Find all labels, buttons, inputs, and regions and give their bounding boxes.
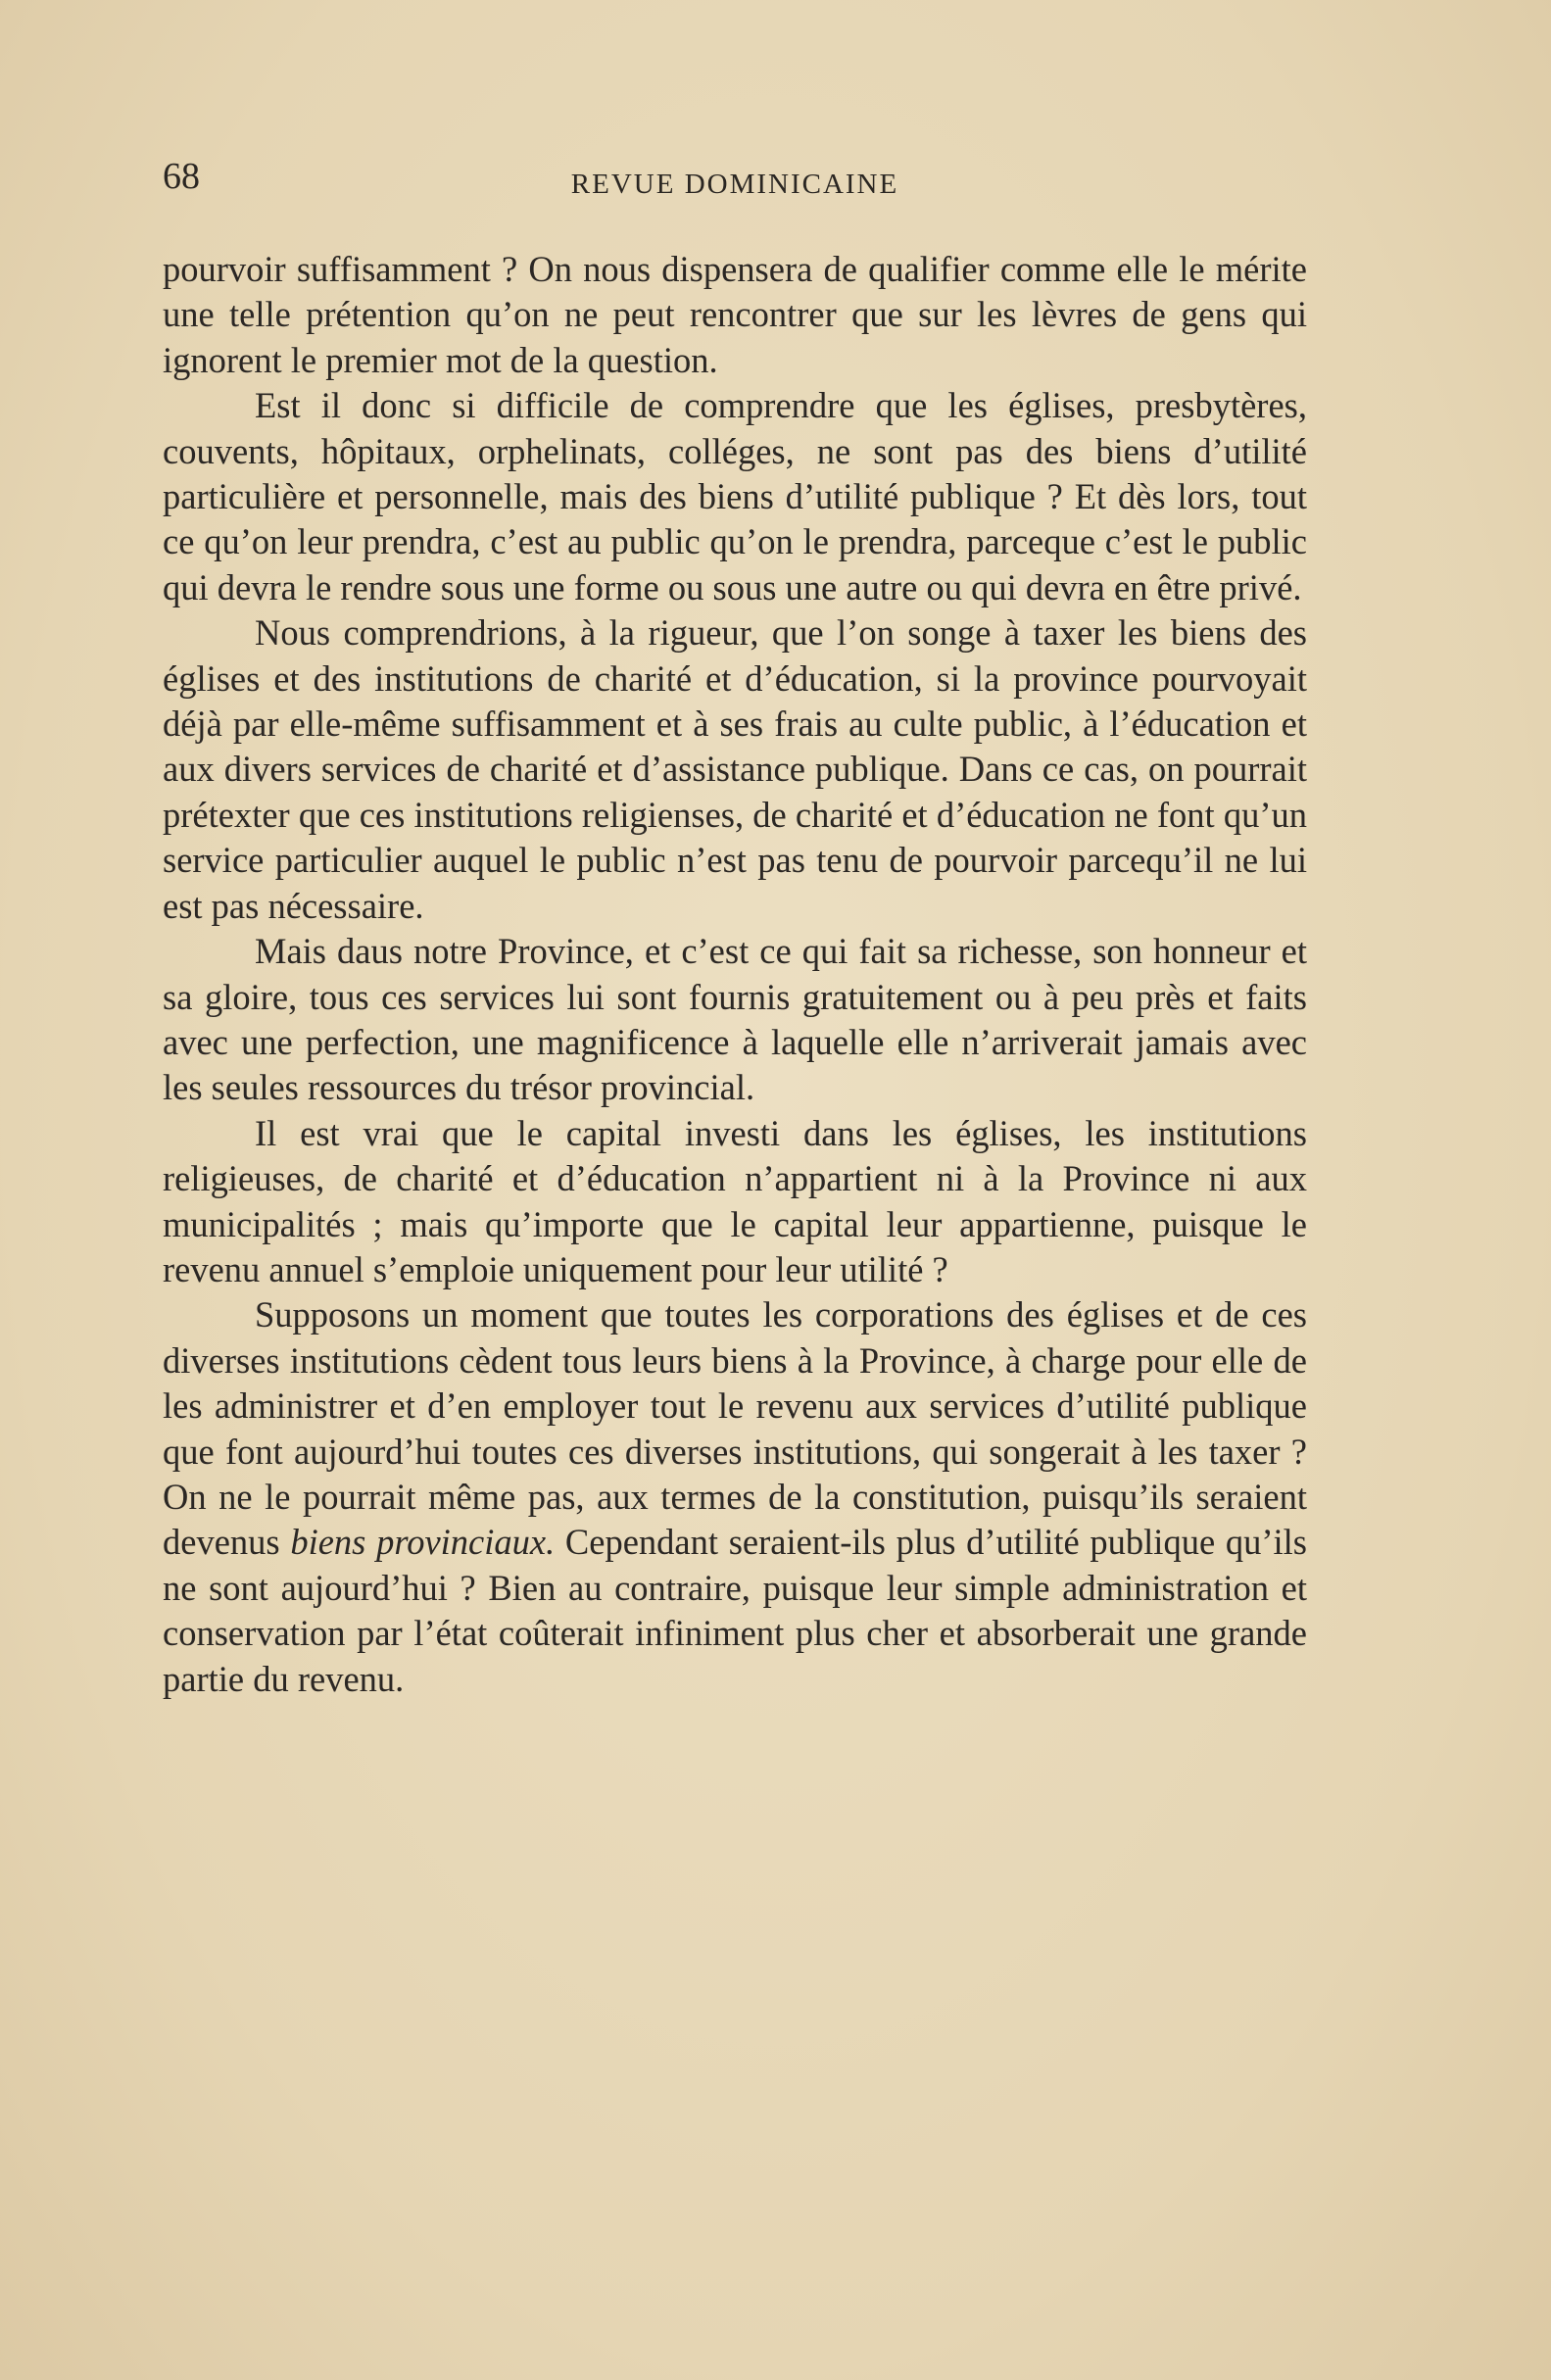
- page-number: 68: [163, 156, 200, 197]
- paragraph-6-part-1: Supposons un moment que toutes les corporations des églises et de ces diverses institutions cèdent tous leurs biens à la Province, à charge pour elle de les administrer et d’en employer tout le revenu aux services d’utilité publique que font aujourd’hui toutes ces diverses institutions, qui songerait à les taxer ? On ne le pourrait même pas, aux termes de la constitution, puisqu’ils seraient devenus: [163, 1294, 1307, 1563]
- paragraph-6-part-2: Cependant seraient-ils plus d’utilité publique qu’ils ne sont aujourd’hui ? Bien au contraire, puisque leur simple administration et conservation par l’état coûterait infiniment plus cher et absorberait une grande partie du revenu.: [163, 1522, 1308, 1699]
- running-head: REVUE DOMINICAINE: [570, 169, 899, 200]
- paragraph-1: pourvoir suffisamment ? On nous dispensera de qualifier comme elle le mérite une telle prétention qu’on ne peut rencontrer que sur les lèvres de gens qui ignorent le premier mot de la question.: [163, 249, 1307, 380]
- paragraph-6: [163, 1292, 1307, 1702]
- paragraph-2: Est il donc si difficile de comprendre que les églises, presbytères, couvents, hôpitaux, orphelinats, colléges, ne sont pas des biens d’utilité particulière et personnelle, mais des biens d’utilité publique ? Et dès lors, tout ce qu’on leur prendra, c’est au public qu’on le prendra, parceque c’est le public qui devra le rendre sous une forme ou sous une autre ou qui devra en être privé.: [163, 385, 1307, 607]
- paragraph-3: Nous comprendrions, à la rigueur, que l’on songe à taxer les biens des églises et des institutions de charité et d’éducation, si la province pourvoyait déjà par elle-même suffisamment et à ses frais au culte public, à l’éducation et aux divers services de charité et d’assistance publique. Dans ce cas, on pourrait prétexter que ces institutions religienses, de charité et d’éducation ne font qu’un service particulier auquel le public n’est pas tenu de pourvoir parcequ’il ne lui est pas nécessaire.: [163, 612, 1307, 926]
- paragraph-5: Il est vrai que le capital investi dans les églises, les institutions religieuses, de charité et d’éducation n’appartient ni à la Province ni aux municipalités ; mais qu’importe que le capital leur appartienne, puisque le revenu annuel s’emploie uniquement pour leur utilité ?: [163, 1112, 1307, 1289]
- page-header: [163, 155, 1307, 214]
- paragraph-4: Mais daus notre Province, et c’est ce qui fait sa richesse, son honneur et sa gloire, tous ces services lui sont fournis gratuitement ou à peu près et faits avec une perfection, une magnificence à laquelle elle n’arriverait jamais avec les seules ressources du trésor provincial.: [163, 931, 1307, 1108]
- body-text: [163, 247, 1307, 1702]
- italic-term: biens provinciaux.: [290, 1522, 556, 1563]
